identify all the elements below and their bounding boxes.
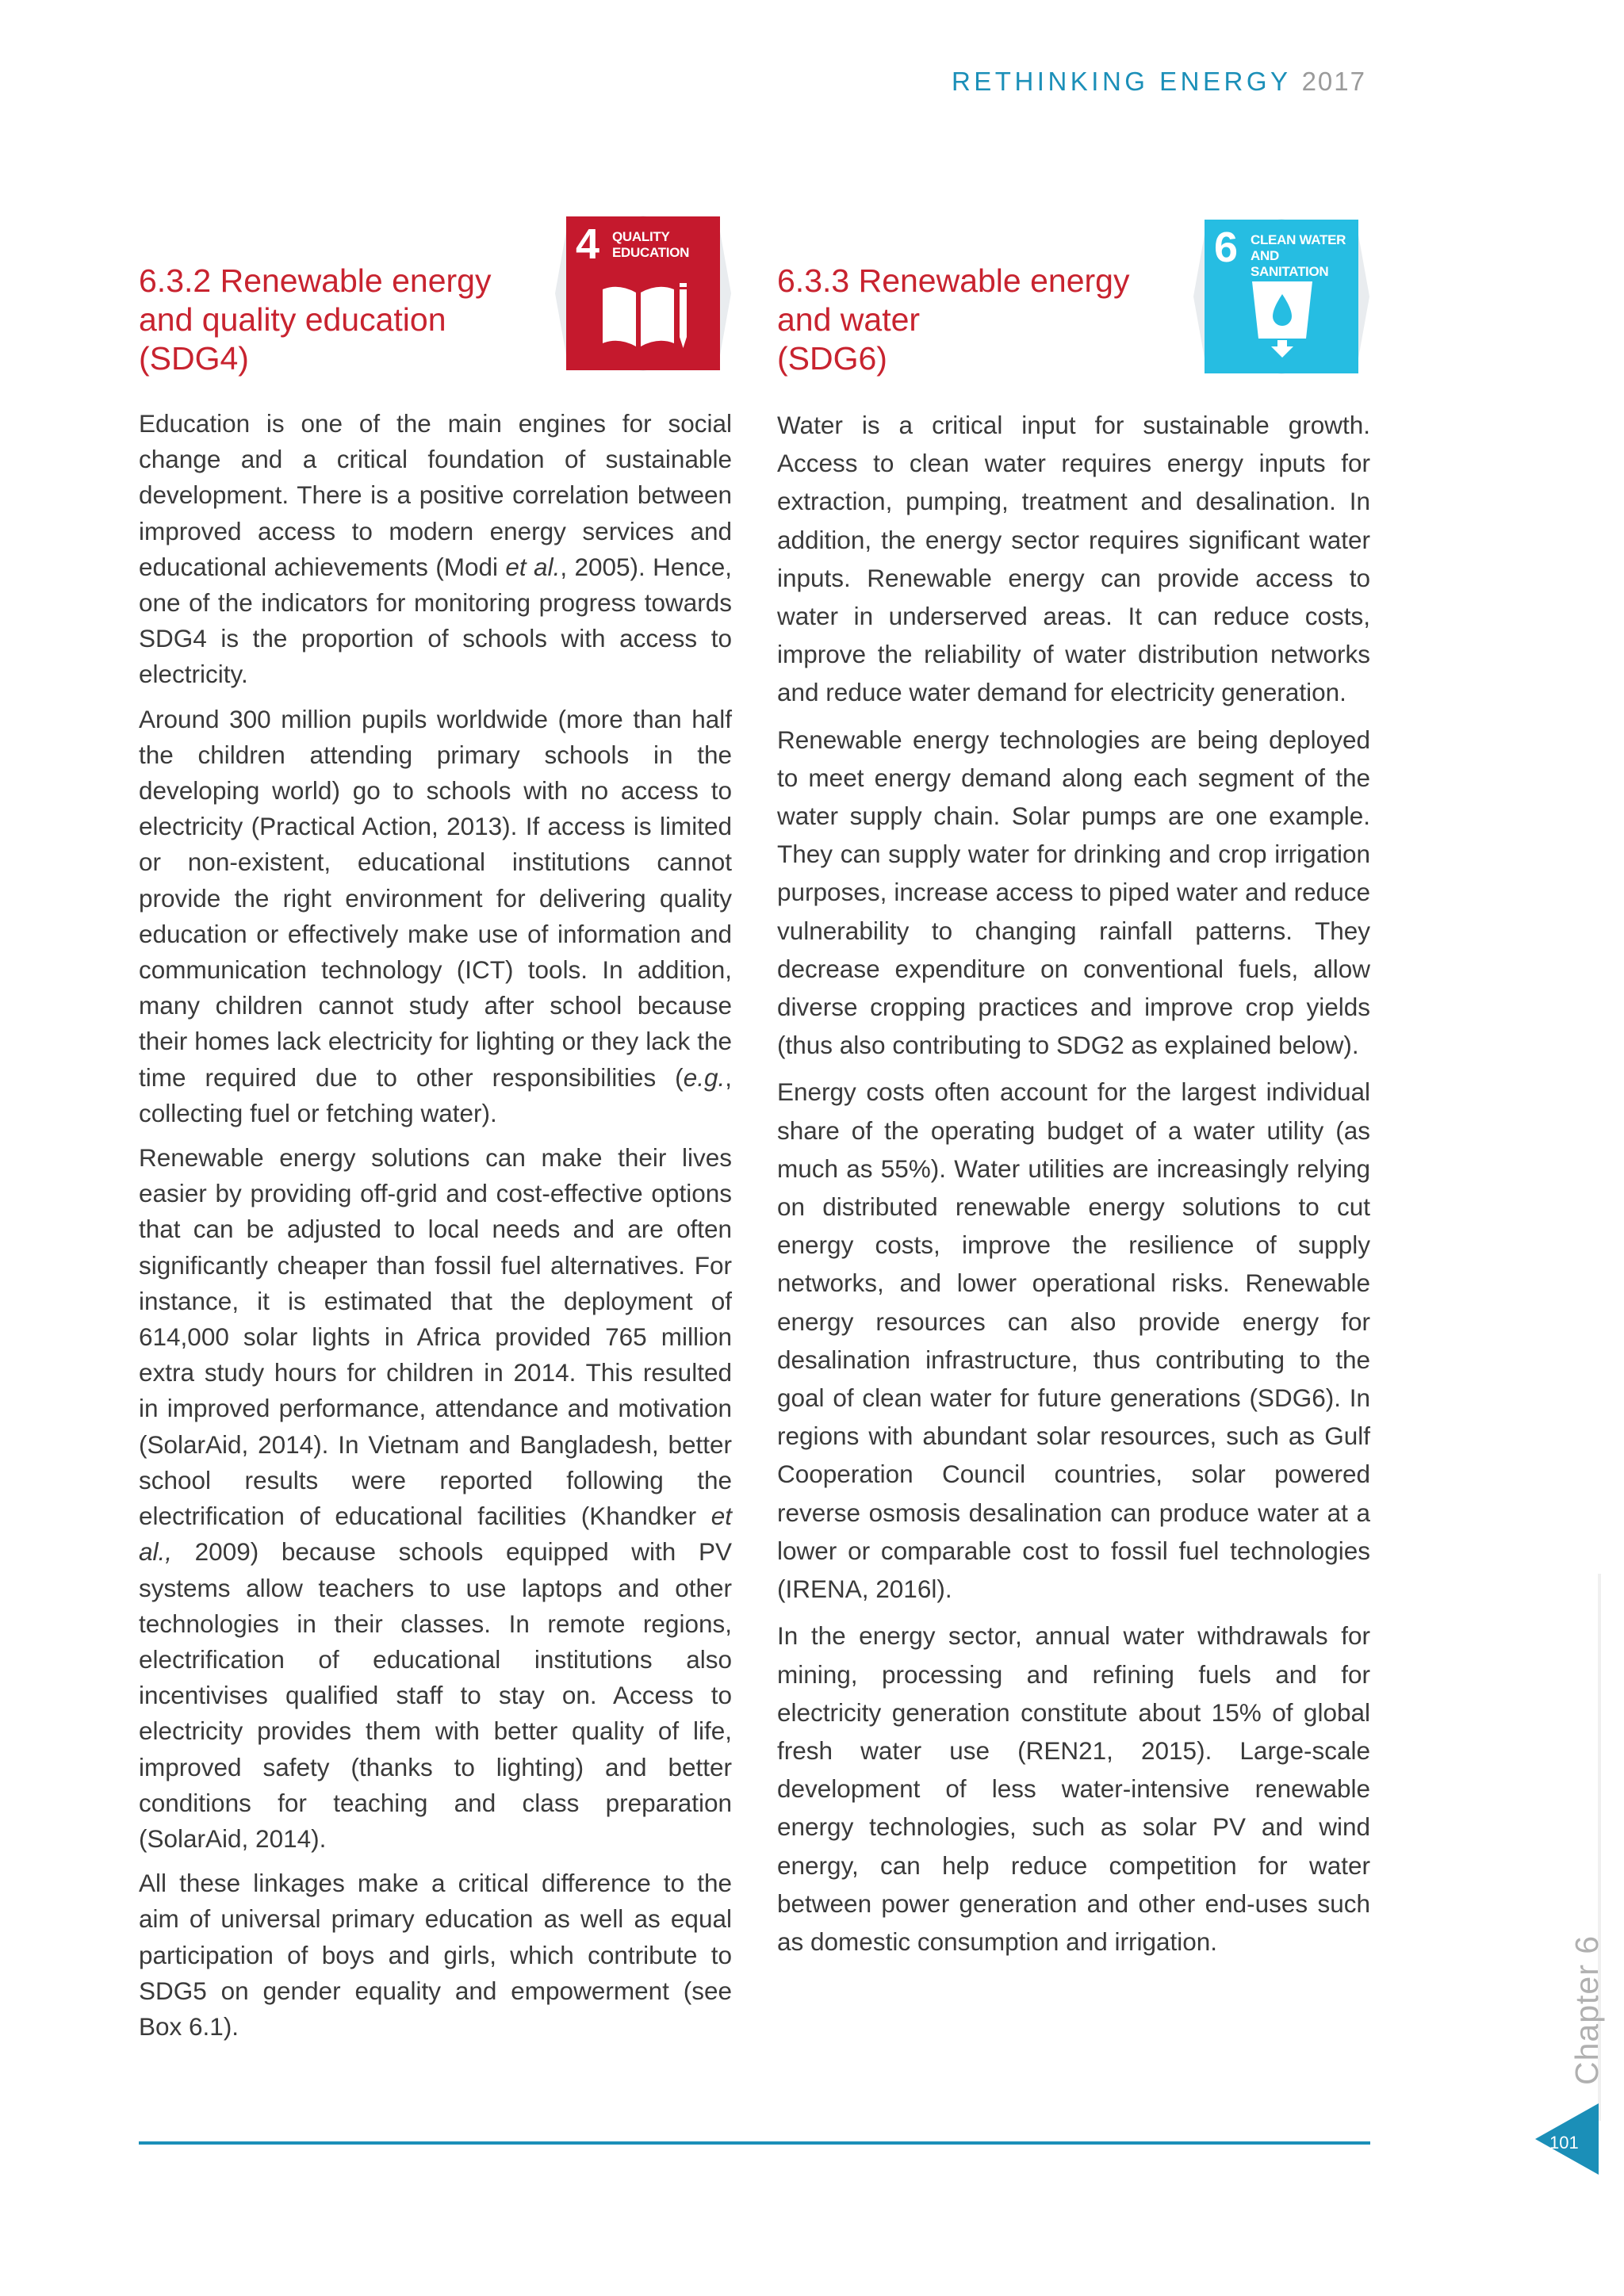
sdg6-caption: CLEAN WATER AND SANITATION xyxy=(1251,232,1346,279)
paragraph: In the energy sector, annual water withdrawals for mining, processing and refining fuels and for electricity generation constitute about 15% of global fresh water use (REN21, 2015). Large-scale development of less water-intensive renewable energy technologies, such as solar PV and wind energy, can help reduce competition for water between power generation and other end-uses such as domestic consumption and irrigation. xyxy=(777,1621,1370,1956)
paragraph: Energy costs often account for the largest individual share of the operating budget of a water utility (as much as 55%). Water utilities are increasingly relying on distributed renewable energy solutions to cut energy costs, improve the resilience of supply networks, and lower operational risks. Renewable energy resources can also provide energy for desalination infrastructure, thus contributing to the goal of clean water for future generations (SDG6). In regions with abundant solar resources, such as Gulf Cooperation Council countries, solar powered reverse osmosis desalination can produce water at a lower or comparable cost to fossil fuel technologies (IRENA, 2016l). xyxy=(777,1077,1370,1604)
paragraph: Renewable energy solutions can make their lives easier by providing off-grid and cost-effective options that can be adjusted to local needs and are often significantly cheaper than fossil fuel alternatives. For instance, it is estimated that the deployment of 614,000 solar lights in Africa provided 765 million extra study hours for children in 2014. This resulted in improved performance, attendance and motivation (SolarAid, 2014). In Vietnam and Bangladesh, better school results were reported following the electrification of educational facilities (Khandker et al., 2009) because schools equipped with PV systems allow teachers to use laptops and other technologies in their classes. In remote regions, electrification of educational institutions also incentivises qualified staff to stay on. Access to electricity provides them with better quality of life, improved safety (thanks to lighting) and better conditions for teaching and class preparation (SolarAid, 2014). xyxy=(139,1143,732,1853)
running-header xyxy=(952,67,1366,97)
sdg4-number: 4 xyxy=(576,220,600,268)
sdg4-caption: QUALITY EDUCATION xyxy=(612,229,690,260)
paragraph: Water is a critical input for sustainable growth. Access to clean water requires energy inputs for extraction, pumping, treatment and desalination. In addition, the energy sector requires significant water inputs. Renewable energy can provide access to water in underserved areas. It can reduce costs, improve the reliability of water distribution networks and reduce water demand for electricity generation. xyxy=(777,411,1370,707)
header-year: 2017 xyxy=(1301,67,1366,96)
section-heading-sdg4: 6.3.2 Renewable energy and quality education (SDG4) xyxy=(139,262,492,377)
page-number: 101 xyxy=(1549,2133,1579,2152)
paragraph: Education is one of the main engines for social change and a critical foundation of sustainable development. There is a positive correlation between improved access to modern energy services and educational achievements (Modi et al., 2005). Hence, one of the indicators for monitoring progress towards SDG4 is the proportion of schools with access to electricity. xyxy=(139,409,732,689)
paragraph: Around 300 million pupils worldwide (more than half the children attending primary schools in the developing world) go to schools with no access to electricity (Practical Action, 2013). If access is limited or non-existent, educational institutions cannot provide the right environment for delivering quality education or effectively make use of information and communication technology (ICT) tools. In addition, many children cannot study after school because their homes lack electricity for lighting or they lack the time required due to other responsibilities (e.g., collecting fuel or fetching water). xyxy=(139,704,732,1127)
section-heading-sdg6: 6.3.3 Renewable energy and water (SDG6) xyxy=(777,262,1130,377)
sdg6-number: 6 xyxy=(1214,224,1239,271)
left-column xyxy=(139,262,732,2053)
header-title: RETHINKING ENERGY xyxy=(951,67,1291,96)
right-column xyxy=(777,262,1370,1969)
paragraph: All these linkages make a critical difference to the aim of universal primary education as well as equal participation of boys and girls, which contribute to SDG5 on gender equality and empowerment (see Box 6.1). xyxy=(139,1869,732,2041)
footer-rule xyxy=(139,2141,1370,2145)
paragraph: Renewable energy technologies are being deployed to meet energy demand along each segment of the water supply chain. Solar pumps are one example. They can supply water for drinking and crop irrigation purposes, increase access to piped water and reduce vulnerability to changing rainfall patterns. They decrease expenditure on conventional fuels, allow diverse cropping practices and improve crop yields (thus also contributing to SDG2 as explained below). xyxy=(777,725,1370,1060)
